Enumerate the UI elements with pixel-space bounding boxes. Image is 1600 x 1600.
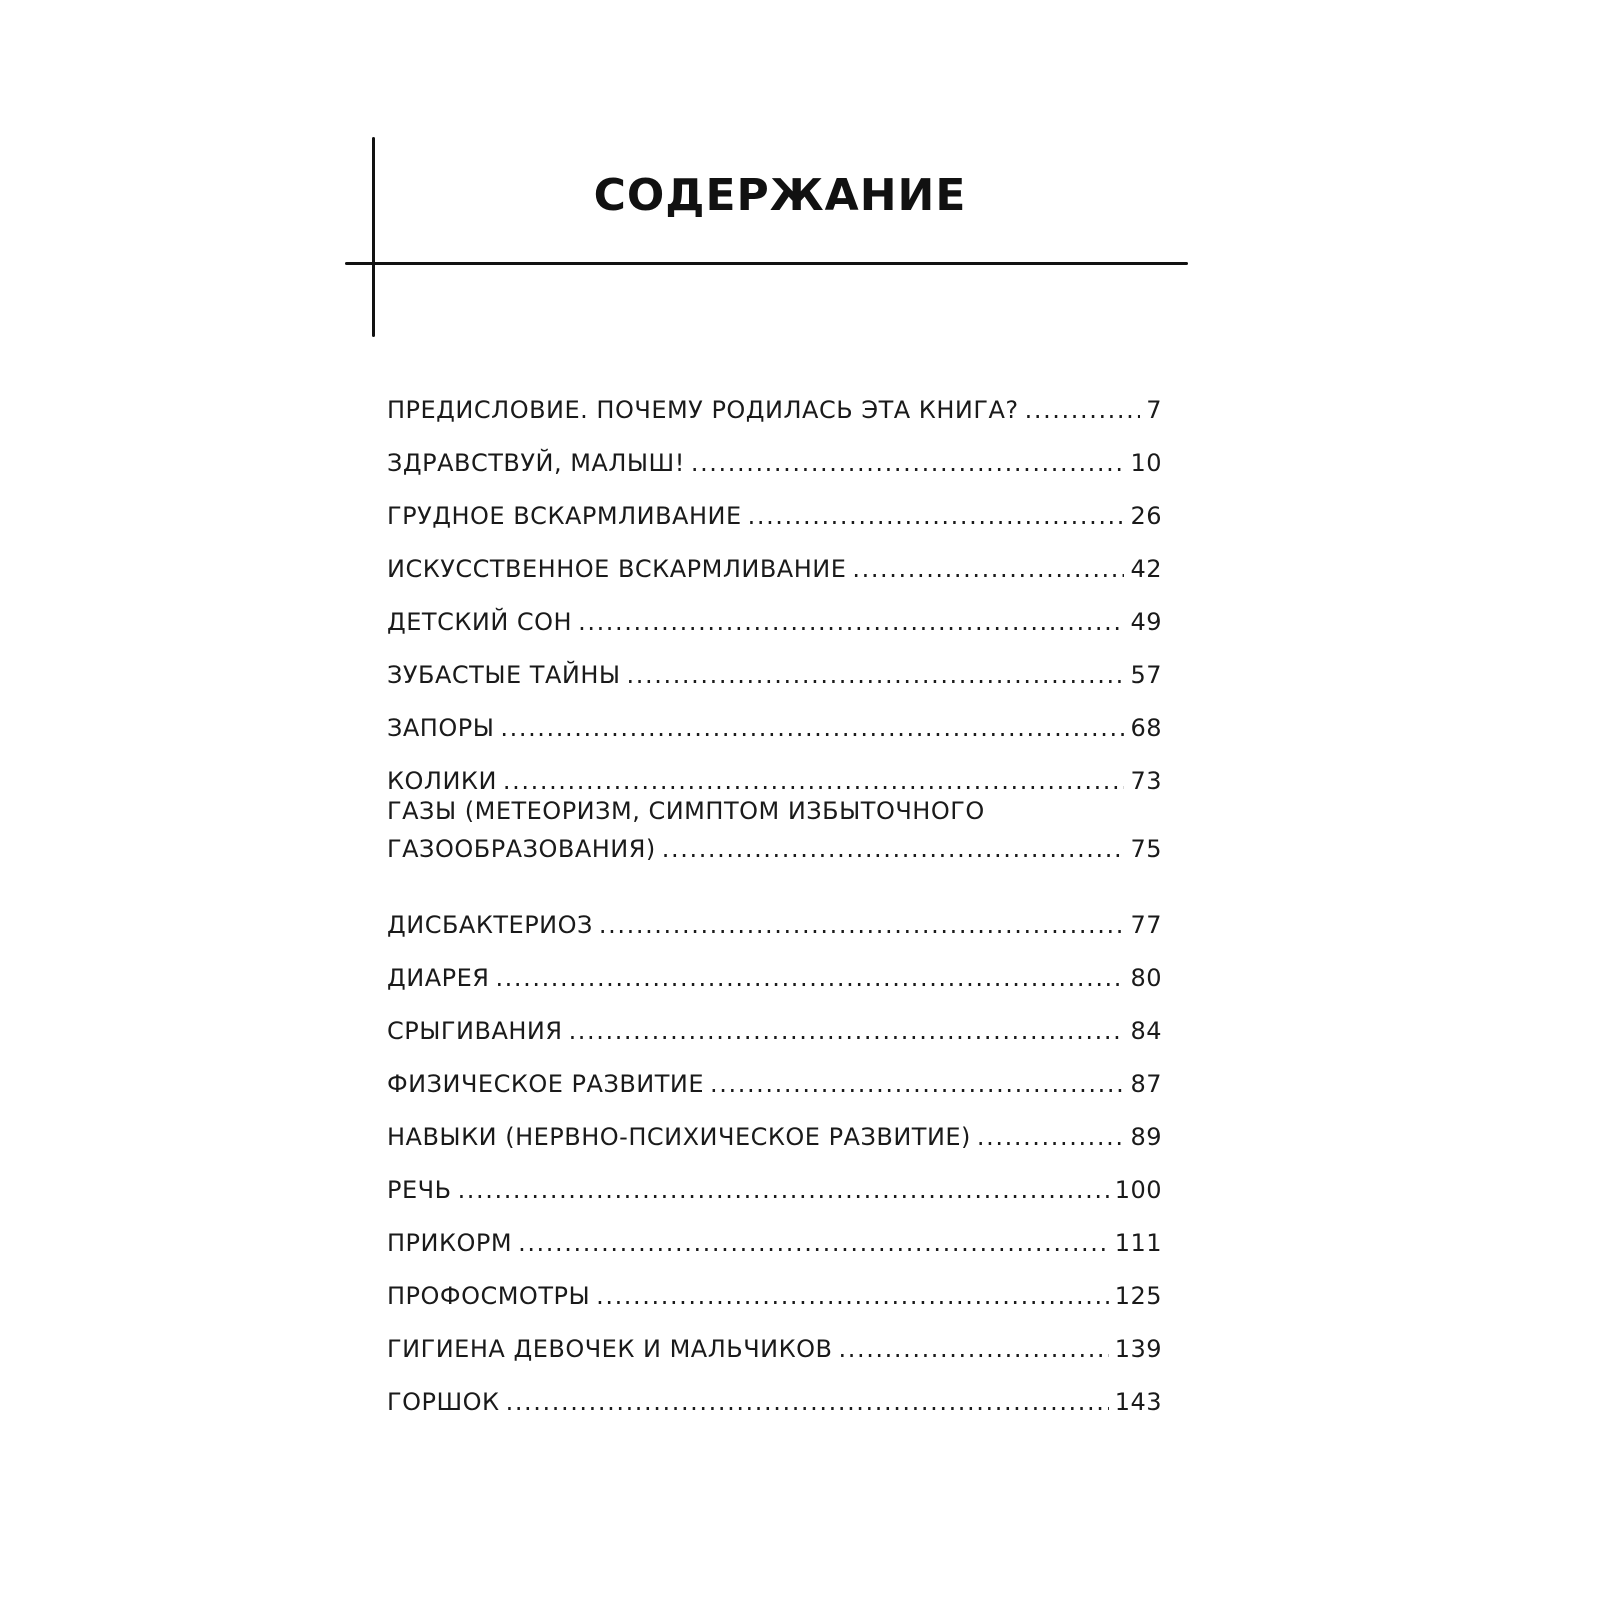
toc-entry-page: 87 xyxy=(1130,1070,1162,1098)
toc-entry xyxy=(387,372,1162,425)
toc-entry-label: РЕЧЬ xyxy=(387,1176,452,1204)
toc-entry xyxy=(387,531,1162,584)
toc-leader-dots xyxy=(852,554,1124,584)
toc-entry-label: ПРИКОРМ xyxy=(387,1229,513,1257)
toc-entry xyxy=(387,1258,1162,1311)
toc-entry xyxy=(387,1364,1162,1417)
toc-leader-dots xyxy=(627,660,1125,690)
toc-entry-label: ГОРШОК xyxy=(387,1388,500,1416)
toc-entry-page: 139 xyxy=(1114,1335,1162,1363)
toc-entry-label: ФИЗИЧЕСКОЕ РАЗВИТИЕ xyxy=(387,1070,705,1098)
toc-leader-dots xyxy=(569,1016,1125,1046)
toc-leader-dots xyxy=(506,1387,1109,1417)
toc-leader-dots xyxy=(578,607,1124,637)
toc-entry-page: 100 xyxy=(1114,1176,1162,1204)
toc-entry-page: 75 xyxy=(1130,835,1162,863)
page-title: СОДЕРЖАНИЕ xyxy=(593,170,967,221)
toc-entry-label: ИСКУССТВЕННОЕ ВСКАРМЛИВАНИЕ xyxy=(387,555,847,583)
toc-entry-label: ГИГИЕНА ДЕВОЧЕК И МАЛЬЧИКОВ xyxy=(387,1335,833,1363)
toc-entry-page: 7 xyxy=(1146,396,1162,424)
toc-entry-page: 57 xyxy=(1130,661,1162,689)
toc-entry-page: 143 xyxy=(1114,1388,1162,1416)
toc-leader-dots xyxy=(458,1175,1109,1205)
toc-entry-label: ЗУБАСТЫЕ ТАЙНЫ xyxy=(387,661,621,689)
toc-entry-page: 26 xyxy=(1130,502,1162,530)
toc-entry xyxy=(387,584,1162,637)
toc-entry-page: 84 xyxy=(1130,1017,1162,1045)
toc-leader-dots xyxy=(495,963,1124,993)
toc-leader-dots xyxy=(599,910,1125,940)
toc-entry-label: НАВЫКИ (НЕРВНО-ПСИХИЧЕСКОЕ РАЗВИТИЕ) xyxy=(387,1123,971,1151)
toc-entry-label: ПРОФОСМОТРЫ xyxy=(387,1282,591,1310)
toc-entry-label: КОЛИКИ xyxy=(387,767,497,795)
toc-entry-page: 10 xyxy=(1130,449,1162,477)
toc-entry xyxy=(387,1152,1162,1205)
toc-leader-dots xyxy=(748,501,1125,531)
toc-entry-label: ГРУДНОЕ ВСКАРМЛИВАНИЕ xyxy=(387,502,742,530)
toc-entry-label: ПРЕДИСЛОВИЕ. ПОЧЕМУ РОДИЛАСЬ ЭТА КНИГА? xyxy=(387,396,1019,424)
toc-entry-label: ЗДРАВСТВУЙ, МАЛЫШ! xyxy=(387,449,685,477)
table-of-contents xyxy=(387,372,1162,1417)
toc-entry-page: 80 xyxy=(1130,964,1162,992)
toc-leader-dots xyxy=(710,1069,1124,1099)
toc-entry xyxy=(387,993,1162,1046)
toc-entry-page: 77 xyxy=(1130,911,1162,939)
decorative-horizontal-line xyxy=(345,262,1188,265)
toc-leader-dots xyxy=(977,1122,1125,1152)
toc-entry-label: СРЫГИВАНИЯ xyxy=(387,1017,563,1045)
toc-entry xyxy=(387,425,1162,478)
toc-entry-page: 42 xyxy=(1130,555,1162,583)
toc-leader-dots xyxy=(596,1281,1109,1311)
toc-entry-label: ДЕТСКИЙ СОН xyxy=(387,608,573,636)
toc-entry xyxy=(387,478,1162,531)
toc-entry-label: ДИСБАКТЕРИОЗ xyxy=(387,911,593,939)
toc-entry-page: 89 xyxy=(1130,1123,1162,1151)
toc-entry-page: 68 xyxy=(1130,714,1162,742)
toc-leader-dots xyxy=(1025,395,1141,425)
toc-entry-label: ЗАПОРЫ xyxy=(387,714,495,742)
toc-entry-label-continued: ГАЗООБРАЗОВАНИЯ) xyxy=(387,835,656,863)
toc-entry-page: 73 xyxy=(1130,767,1162,795)
toc-entry xyxy=(387,1205,1162,1258)
toc-entry-page: 49 xyxy=(1130,608,1162,636)
toc-entry-page: 111 xyxy=(1114,1229,1162,1257)
toc-leader-dots xyxy=(691,448,1125,478)
toc-entry xyxy=(387,1311,1162,1364)
toc-entry xyxy=(387,940,1162,993)
toc-entry xyxy=(387,690,1162,743)
toc-entry xyxy=(387,796,1162,887)
toc-entry-label: ГАЗЫ (МЕТЕОРИЗМ, СИМПТОМ ИЗБЫТОЧНОГО xyxy=(387,797,985,825)
toc-leader-dots xyxy=(839,1334,1109,1364)
toc-entry xyxy=(387,1046,1162,1099)
decorative-vertical-line xyxy=(372,137,375,337)
toc-leader-dots xyxy=(518,1228,1109,1258)
toc-entry-page: 125 xyxy=(1114,1282,1162,1310)
toc-entry-label: ДИАРЕЯ xyxy=(387,964,490,992)
toc-entry xyxy=(387,743,1162,796)
toc-leader-dots xyxy=(500,713,1124,743)
toc-entry xyxy=(387,637,1162,690)
toc-entry xyxy=(387,887,1162,940)
toc-entry xyxy=(387,1099,1162,1152)
toc-leader-dots xyxy=(503,766,1125,796)
toc-leader-dots xyxy=(662,834,1125,864)
